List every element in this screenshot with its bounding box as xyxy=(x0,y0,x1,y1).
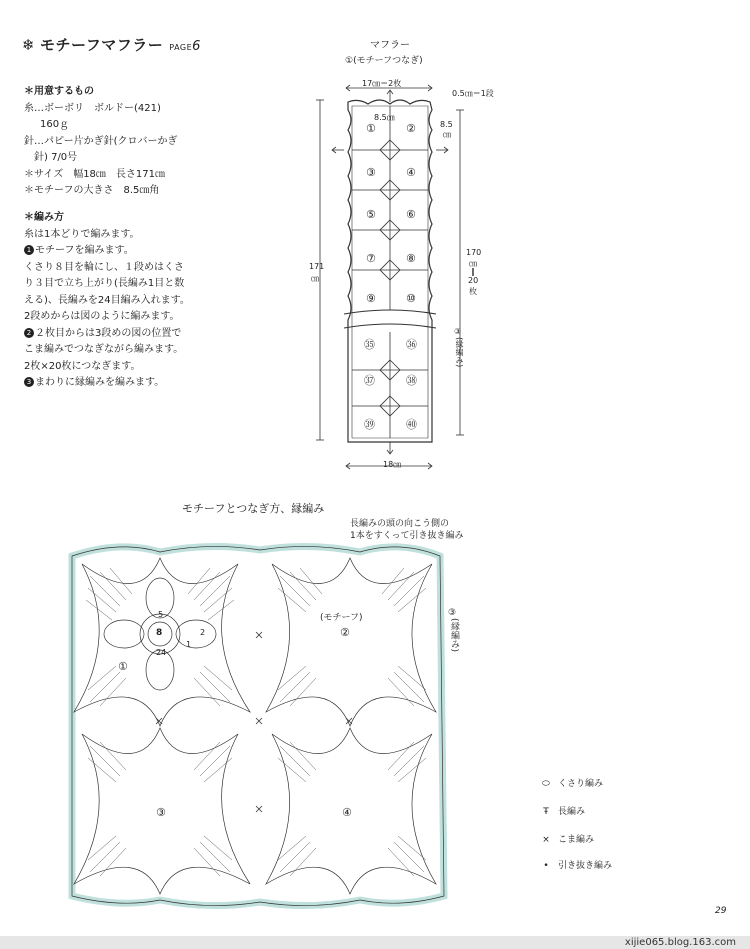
right-length-count-unit: 枚 xyxy=(469,287,477,296)
step-1-text: モチーフを編みます。 xyxy=(35,245,134,256)
motif-number: ② xyxy=(340,626,350,639)
total-length-label: 171 xyxy=(309,262,325,271)
motif-number: ⑧ xyxy=(406,252,416,265)
instructions-intro: 糸は1本どりで編みます。 xyxy=(24,228,140,240)
legend-slip-stitch xyxy=(538,858,612,871)
page-ref-number: 6 xyxy=(192,39,201,54)
step-1-line: り３目で立ち上がり(長編み1目と数 xyxy=(24,278,185,289)
motif-number: ㊱ xyxy=(406,338,417,351)
footer-url: xijie065.blog.163.com xyxy=(624,937,736,948)
chain-stitch-icon: ⬭ xyxy=(542,779,550,789)
joining-note-line1: 長編みの頭の向こう側の xyxy=(350,519,450,529)
legend-chain xyxy=(538,776,603,789)
round-label: 8 xyxy=(156,628,163,638)
step-3 xyxy=(24,375,190,392)
page-label: PAGE xyxy=(169,43,193,52)
materials-heading: ＊用意するもの xyxy=(24,86,94,97)
row-marker: ① xyxy=(118,660,128,673)
motif-number: ㊵ xyxy=(406,418,417,431)
motif-number: ③ xyxy=(156,806,166,819)
footer-bar xyxy=(0,936,750,949)
yarn-amount: 160ｇ xyxy=(40,119,70,130)
step-2-line: 2枚×20枚につなぎます。 xyxy=(24,360,141,372)
title-text: モチーフマフラー xyxy=(40,36,164,54)
scarf-diagram-title: マフラー xyxy=(370,40,410,51)
legend-label: 引き抜き編み xyxy=(558,861,613,871)
motif-number: ㊴ xyxy=(364,418,375,431)
motif-number: ④ xyxy=(406,166,416,179)
legend-label: こま編み xyxy=(558,835,595,845)
motif-number: ㊳ xyxy=(406,374,417,387)
motif-height-label: 8.5 xyxy=(440,120,453,129)
joining-diagram-title: モチーフとつなぎ方、縁編み xyxy=(182,502,325,515)
joining-chart xyxy=(60,536,460,916)
snowflake-icon: ❄ xyxy=(22,36,36,54)
right-length-unit: ㎝ xyxy=(469,259,477,268)
bottom-width-label: 18㎝ xyxy=(383,460,402,469)
motif-number: ⑨ xyxy=(366,292,376,305)
instructions-section xyxy=(24,210,190,392)
motif-number: ① xyxy=(366,122,376,135)
motif-number: ⑤ xyxy=(366,208,376,221)
round-label: 1 xyxy=(186,640,192,649)
motif-number: ⑥ xyxy=(406,208,416,221)
step-2-text: ２枚目からは3段めの図の位置で xyxy=(35,327,182,339)
instructions-heading: ＊編み方 xyxy=(24,212,64,223)
needle-size: 針) 7/0号 xyxy=(34,152,78,163)
legend-label: 長編み xyxy=(558,807,586,817)
materials-section xyxy=(24,84,178,200)
edge-label-number: ③ xyxy=(454,327,462,336)
joining-edge-text: (縁編み) xyxy=(449,618,459,653)
page-number: 29 xyxy=(715,906,727,916)
legend-single-crochet xyxy=(538,832,594,845)
needle-line: 針…パピー片かぎ針(クロバーかぎ xyxy=(24,135,178,147)
round-label: 2 xyxy=(200,628,206,637)
slip-stitch-icon: • xyxy=(543,861,549,871)
double-crochet-icon: Ŧ xyxy=(543,807,549,817)
step-1 xyxy=(24,243,190,260)
motif-number: ③ xyxy=(366,166,376,179)
motif-number: ㉟ xyxy=(364,338,375,351)
step-1-number: 1 xyxy=(24,245,34,255)
single-crochet-icon: × xyxy=(542,835,550,845)
right-length-label: 170 xyxy=(466,248,482,257)
scarf-schematic xyxy=(300,70,500,480)
joining-edge-number: ③ xyxy=(448,608,457,618)
motif-number: ② xyxy=(406,122,416,135)
edge-label-text: (縁編み) xyxy=(455,337,464,368)
yarn-line: 糸…ボーボリ ボルドー(421) xyxy=(24,102,161,114)
step-1-line: 2段めからは図のように編みます。 xyxy=(24,311,180,322)
motif-label: (モチーフ) xyxy=(320,613,363,623)
total-length-unit: ㎝ xyxy=(311,274,319,283)
motif-number: ④ xyxy=(342,806,352,819)
top-width-label: 17㎝＝2枚 xyxy=(362,79,402,88)
step-2-number: 2 xyxy=(24,328,34,338)
legend-double-crochet xyxy=(538,804,585,817)
motif-size-line: ＊モチーフの大きさ 8.5㎝角 xyxy=(24,185,160,196)
legend-label: くさり編み xyxy=(558,779,604,789)
size-line: ＊サイズ 幅18㎝ 長さ171㎝ xyxy=(24,168,166,180)
scarf-diagram-subtitle: ①(モチーフつなぎ) xyxy=(345,56,423,66)
joining-note-line2: 1本をすくって引き抜き編み xyxy=(350,531,464,541)
step-3-number: 3 xyxy=(24,377,34,387)
step-1-line: える)、長編みを24目編み入れます。 xyxy=(24,294,190,306)
motif-number: ⑩ xyxy=(406,292,416,305)
step-2-line: こま編みでつなぎながら編みます。 xyxy=(24,344,184,355)
border-note: 0.5㎝＝1段 xyxy=(452,89,494,98)
motif-number: ㊲ xyxy=(364,374,375,387)
right-length-count: 20 xyxy=(468,276,479,285)
motif-height-unit: ㎝ xyxy=(443,130,451,139)
step-3-text: まわりに縁編みを編みます。 xyxy=(35,377,165,388)
round-label: 5 xyxy=(158,610,164,619)
step-2 xyxy=(24,326,190,343)
motif-width-label: 8.5㎝ xyxy=(374,113,395,122)
motif-number: ⑦ xyxy=(366,252,376,265)
page-title xyxy=(22,34,201,55)
step-1-line: くさり８目を輪にし、１段めはくさ xyxy=(24,261,184,273)
right-length-eq: ‖ xyxy=(471,267,475,276)
round-label: 24 xyxy=(156,648,167,657)
